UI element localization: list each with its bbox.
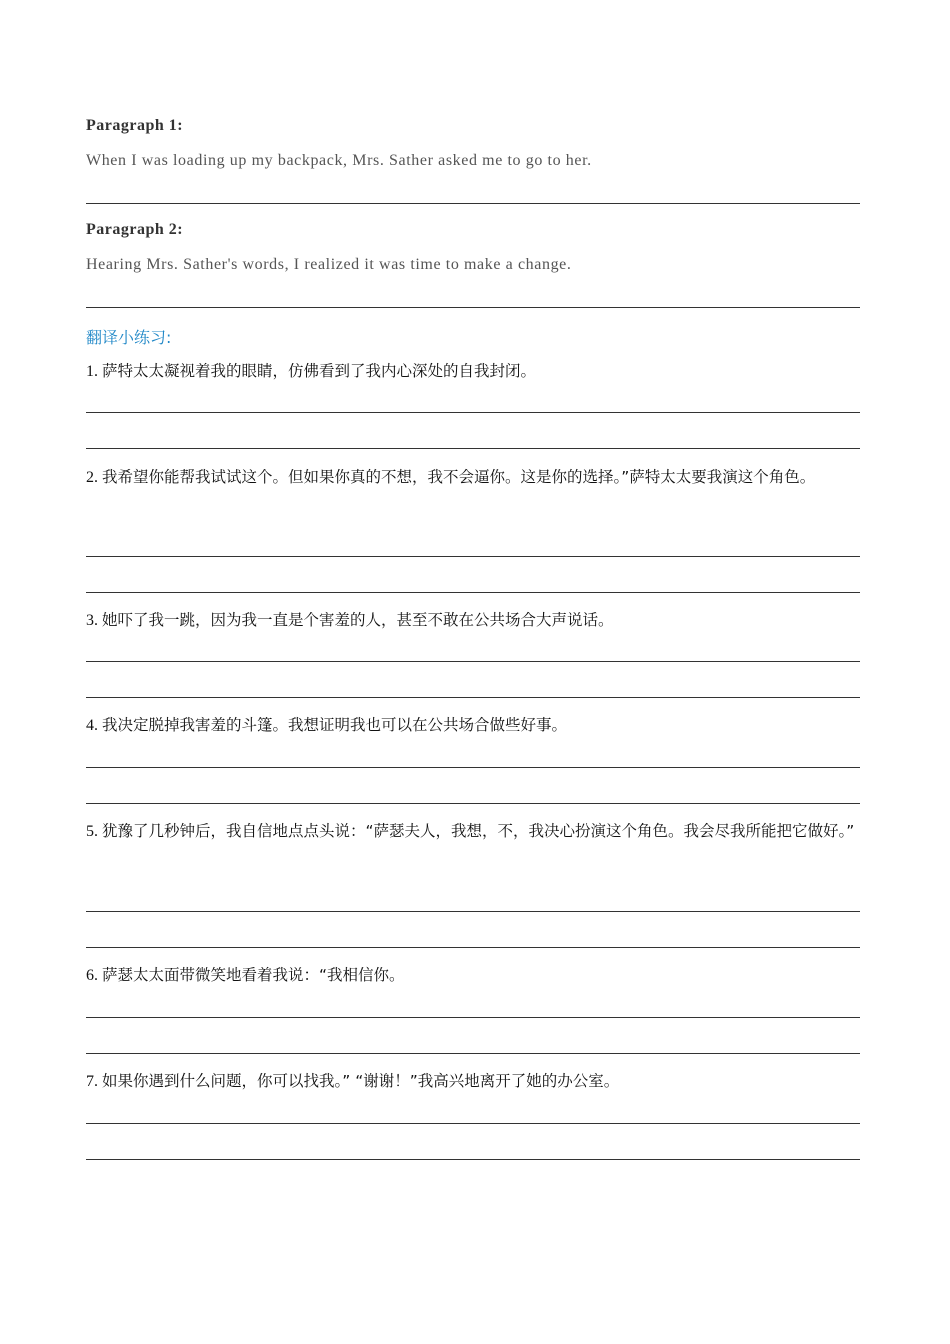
- answer-line[interactable]: [86, 448, 860, 449]
- paragraph-2-heading: Paragraph 2:: [86, 221, 184, 238]
- item-number: 1.: [86, 363, 98, 380]
- item-number: 7.: [86, 1073, 98, 1090]
- item-number: 5.: [86, 823, 98, 840]
- item-text: 我希望你能帮我试试这个。但如果你真的不想，我不会逼你。这是你的选择。”萨特太太要我演这个角色。: [102, 468, 816, 486]
- answer-line[interactable]: [86, 556, 860, 557]
- answer-line[interactable]: [86, 661, 860, 662]
- item-number: 2.: [86, 469, 98, 486]
- translation-item-4: [86, 706, 864, 745]
- item-text: 她吓了我一跳，因为我一直是个害羞的人，甚至不敢在公共场合大声说话。: [102, 611, 614, 629]
- translation-item-3: [86, 601, 864, 640]
- item-text: 如果你遇到什么问题，你可以找我。” “谢谢！”我高兴地离开了她的办公室。: [102, 1072, 620, 1090]
- translation-item-1: [86, 352, 864, 391]
- answer-line[interactable]: [86, 1017, 860, 1018]
- answer-line[interactable]: [86, 412, 860, 413]
- paragraph-1-heading: Paragraph 1:: [86, 117, 184, 134]
- paragraph-1-text: When I was loading up my backpack, Mrs. Sather asked me to go to her.: [86, 152, 592, 169]
- answer-line[interactable]: [86, 947, 860, 948]
- item-number: 6.: [86, 967, 98, 984]
- answer-line[interactable]: [86, 307, 860, 308]
- translation-item-2: [86, 458, 864, 497]
- answer-line[interactable]: [86, 203, 860, 204]
- answer-line[interactable]: [86, 697, 860, 698]
- answer-line[interactable]: [86, 767, 860, 768]
- translation-item-7: [86, 1062, 864, 1101]
- answer-line[interactable]: [86, 911, 860, 912]
- item-text: 犹豫了几秒钟后，我自信地点点头说：“萨瑟夫人，我想，不，我决心扮演这个角色。我会尽我所能把它做好。”: [102, 822, 855, 840]
- answer-line[interactable]: [86, 592, 860, 593]
- answer-line[interactable]: [86, 1159, 860, 1160]
- item-number: 4.: [86, 717, 98, 734]
- item-text: 我决定脱掉我害羞的斗篷。我想证明我也可以在公共场合做些好事。: [102, 716, 568, 734]
- answer-line[interactable]: [86, 803, 860, 804]
- translation-item-6: [86, 956, 864, 995]
- answer-line[interactable]: [86, 1053, 860, 1054]
- item-number: 3.: [86, 612, 98, 629]
- answer-line[interactable]: [86, 1123, 860, 1124]
- item-text: 萨瑟太太面带微笑地看着我说：“我相信你。: [102, 966, 405, 984]
- translation-section-title: 翻译小练习:: [86, 328, 172, 347]
- translation-item-5: [86, 812, 864, 851]
- paragraph-2-text: Hearing Mrs. Sather's words, I realized it was time to make a change.: [86, 256, 572, 273]
- item-text: 萨特太太凝视着我的眼睛，仿佛看到了我内心深处的自我封闭。: [102, 362, 537, 380]
